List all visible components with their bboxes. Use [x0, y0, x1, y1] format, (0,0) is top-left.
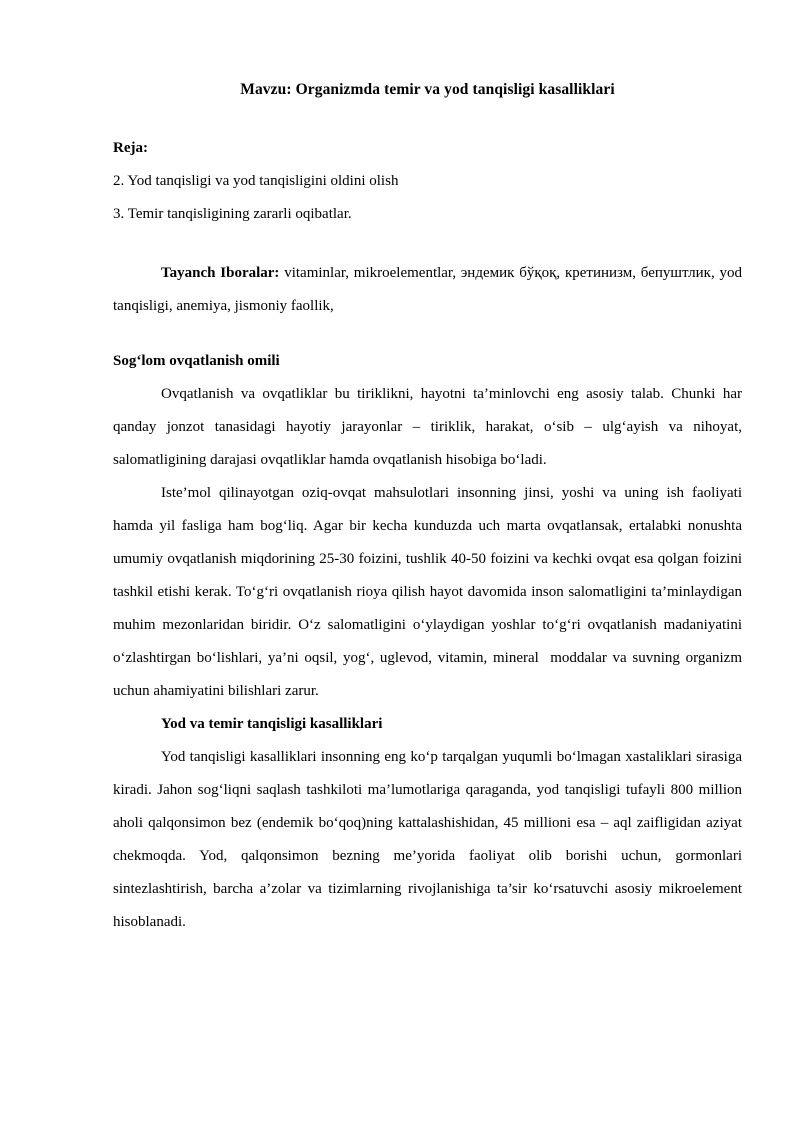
keywords-text: vitaminlar, mikroelementlar, эндемик бўқоқ, кретинизм, бепуштлик, yod tanqisligi, anemiya, jismoniy faollik,: [113, 265, 742, 314]
keywords-paragraph: [113, 257, 742, 323]
document-content: [113, 0, 746, 939]
keywords-label: Tayanch Iboralar:: [161, 265, 280, 281]
section-paragraph: Iste’mol qilinayotgan oziq-ovqat mahsulotlari insonning jinsi, yoshi va uning ish faoliyati hamda yil fasliga ham bog‘liq. Agar bir kecha kunduzda uch marta ovqatlansak, ertalabki nonushta umumiy ovqatlanish miqdorining 25-30 foizini, tushlik 40-50 foizini va kechki ovqat esa qolgan foizini tashkil etishi kerak. To‘g‘ri ovqatlanish rioya qilish hayot davomida inson salomatligini ta’minlaydigan muhim mezonlaridan biridir. O‘z salomatligini o‘ylaydigan yoshlar to‘g‘ri ovqatlanish madaniyatini o‘zlashtirgan bo‘lishlari, ya’ni oqsil, yog‘, uglevod, vitamin, mineral moddalar va suvning organizm uchun ahamiyatini bilishlari zarur.: [113, 485, 746, 699]
spacer: [113, 106, 742, 132]
spacer: [113, 231, 742, 257]
section-heading-iodine-iron: Yod va temir tanqisligi kasalliklari: [161, 716, 383, 732]
spacer: [113, 323, 742, 345]
section-paragraph: Yod tanqisligi kasalliklari insonning eng ko‘p tarqalgan yuqumli bo‘lmagan xastaliklari sirasiga kiradi. Jahon sog‘liqni saqlash tashkiloti ma’lumotlariga qaraganda, yod tanqisligi tufayli 800 million aholi qalqonsimon bez (endemik bo‘qoq)ning kattalashishidan, 45 millioni esa – aql zaifligidan aziyat chekmoqda. Yod, qalqonsimon bezning me’yorida faoliyat olib borishi uchun, gormonlari sintezlashtirish, barcha a’zolar va tizimlarning rivojlanishiga ta’sir ko‘rsatuvchi asosiy mikroelement hisoblanadi.: [113, 749, 746, 930]
section-heading-nutrition: Sog‘lom ovqatlanish omili: [113, 353, 280, 369]
plan-heading: Reja:: [113, 140, 148, 156]
section-paragraph: Ovqatlanish va ovqatliklar bu tiriklikni, hayotni ta’minlovchi eng asosiy talab. Chunki har qanday jonzot tanasidagi hayotiy jarayonlar – tiriklik, harakat, o‘sib – ulg‘ayish va nihoyat, salomatligining darajasi ovqatliklar hamda ovqatlanish hisobiga bo‘ladi.: [113, 386, 746, 468]
plan-item-2: 3. Temir tanqisligining zararli oqibatlar.: [113, 206, 352, 222]
plan-item-1: 2. Yod tanqisligi va yod tanqisligini oldini olish: [113, 173, 399, 189]
page-title: Mavzu: Organizmda temir va yod tanqisligi kasalliklari: [240, 81, 615, 98]
